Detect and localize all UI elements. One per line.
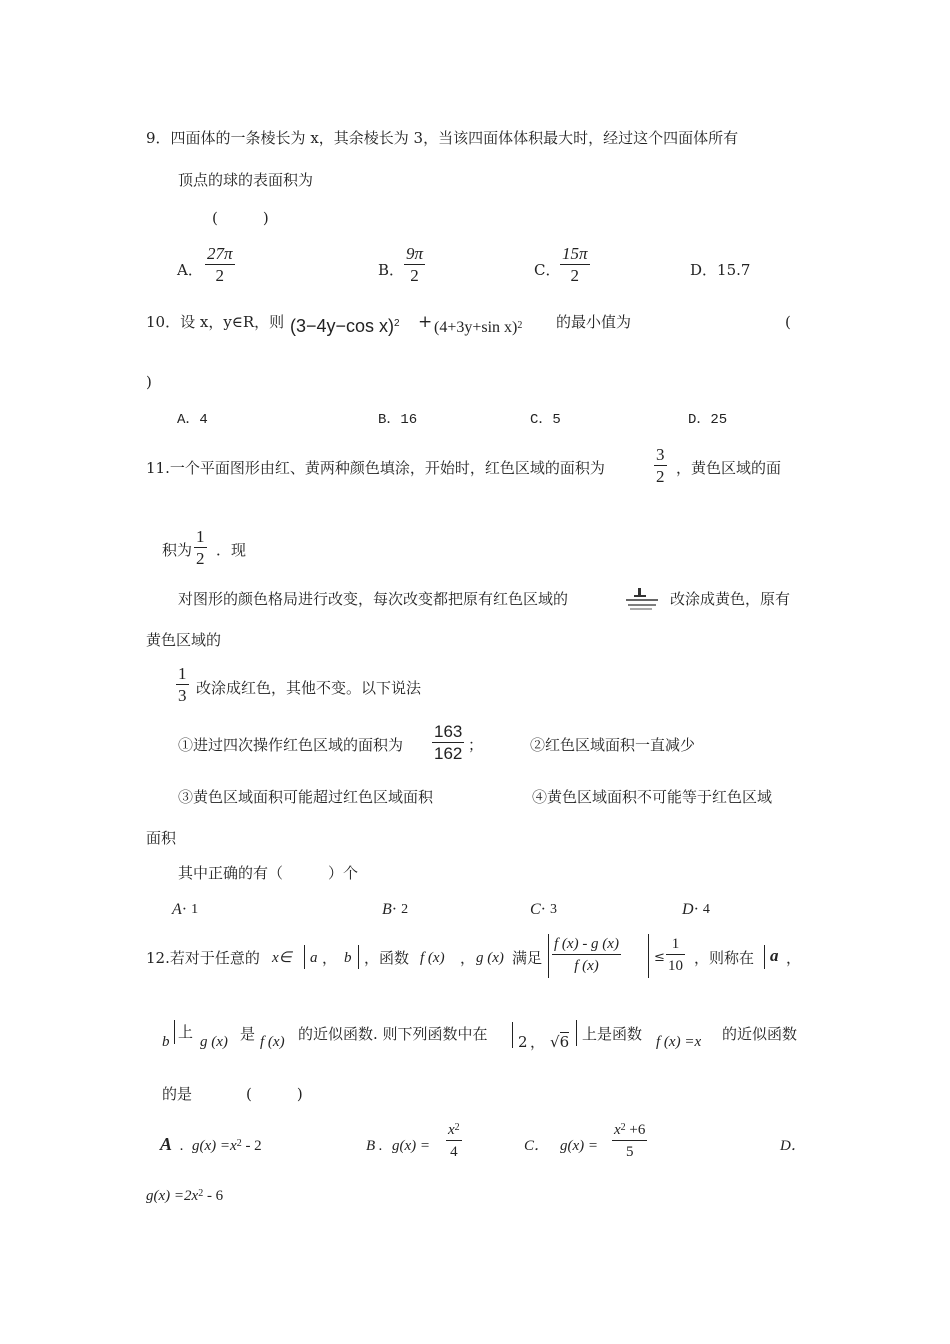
q12-option-b-pre: g(x) = xyxy=(392,1138,431,1154)
q12-option-a-label: A xyxy=(160,1134,173,1154)
q12-interval3-left xyxy=(512,1022,513,1048)
q11-line5: 改涂成红色，其他不变。以下说法 xyxy=(196,679,422,697)
q12-then: ，则称在 xyxy=(694,949,755,967)
q12-interval3-right xyxy=(576,1020,577,1046)
q12-interval3-comma: ， xyxy=(530,1033,546,1051)
q10-plus: + xyxy=(418,312,433,332)
q11-line2a: 积为 xyxy=(162,541,193,559)
q11-question: 其中正确的有（ ）个 xyxy=(178,864,359,882)
q11-option-a: A· 1 xyxy=(172,901,199,918)
q10-option-b: B．16 xyxy=(378,412,418,428)
q9-option-d xyxy=(690,260,750,280)
q9-option-d-label: D． xyxy=(690,261,718,279)
q12-bracket2-left xyxy=(764,945,765,969)
q12-b2: b xyxy=(162,1034,170,1050)
q12-abs-right xyxy=(648,934,649,978)
q12-option-d-label: D． xyxy=(780,1138,806,1154)
q12-option-d: $g(x) =2x^2 - 6$ xyxy=(146,1188,224,1204)
q12-function-word: ，函数 xyxy=(364,949,410,967)
q9-option-b-value: $\frac{9\pi}{2}$ xyxy=(406,244,424,285)
q11-statement-3: ③黄色区域面积可能超过红色区域面积 xyxy=(178,788,434,806)
q11-statement-4-cont: 面积 xyxy=(146,829,177,847)
q11-statement-4: ④黄色区域面积不可能等于红色区域 xyxy=(532,788,773,806)
q10-suffix: 的最小值为 xyxy=(556,313,632,331)
q10-prefix: 10．设 x，y∈R，则 xyxy=(146,313,285,331)
q9-stem-line2: 顶点的球的表面积为 xyxy=(178,171,314,189)
q12-on-func: 上是函数 xyxy=(582,1025,643,1043)
q12-option-a-dot: . xyxy=(180,1138,184,1154)
q9-option-a-label: A． xyxy=(177,261,203,279)
q11-line3a: 对图形的颜色格局进行改变，每次改变都把原有红色区域的 xyxy=(178,590,569,608)
q9-option-c-value: $\frac{15\pi}{2}$ xyxy=(562,244,588,285)
q12-fx: f (x) xyxy=(420,950,445,966)
q11-line2b: ．现 xyxy=(216,541,247,559)
q11-statement-1a: ①进过四次操作红色区域的面积为 xyxy=(178,736,404,754)
q10-option-c: C．5 xyxy=(530,412,561,428)
q12-option-b-fraction: $\frac{x^2}{4}$ xyxy=(446,1120,462,1163)
q11-statement-1b: ； xyxy=(468,736,484,754)
q12-satisfy: 满足 xyxy=(512,949,543,967)
q10-option-a: A．4 xyxy=(177,412,208,428)
q12-fraction-1-10: $\frac{1}{10}$ xyxy=(666,934,685,977)
q9-option-b-label: B． xyxy=(378,261,405,279)
q11-line1b: ，黄色区域的面 xyxy=(676,459,782,477)
q10-paren-close: ) xyxy=(146,373,152,391)
q9-option-c-label: C． xyxy=(534,261,561,279)
q11-option-b: B· 2 xyxy=(382,901,409,918)
q10-paren-open: ( xyxy=(785,313,791,331)
q12-interval-bracket-right xyxy=(358,945,359,969)
q12-is: 是 xyxy=(240,1025,256,1043)
q12-gx: g (x) xyxy=(476,950,504,966)
q12-fx-eq-x: f (x) =x xyxy=(656,1034,702,1050)
q12-interval-comma: ， xyxy=(322,949,338,967)
q9-answer-paren: ( ) xyxy=(212,209,269,227)
q12-on: 上 xyxy=(178,1023,194,1041)
q11-line1a: 11.一个平面图形由红、黄两种颜色填涂，开始时，红色区域的面积为 xyxy=(146,459,605,477)
q12-gx2: g (x) xyxy=(200,1034,228,1050)
q12-answer-paren: ( ) xyxy=(246,1085,303,1103)
q11-option-d: D· 4 xyxy=(682,901,710,918)
q12-interval-bracket-left xyxy=(304,945,305,969)
q11-line4: 黄色区域的 xyxy=(146,631,222,649)
fraction-glyph-icon xyxy=(622,586,662,612)
q12-option-c-pre: g(x) = xyxy=(560,1138,599,1154)
q12-abs-left xyxy=(548,934,549,978)
q11-statement-2: ②红色区域面积一直减少 xyxy=(530,736,696,754)
q12-option-a: $g(x) =x^2 - 2$ xyxy=(192,1138,262,1154)
q10-option-d: D．25 xyxy=(688,412,728,428)
q10-expression-1: (3−4y−cos x)$^2$ xyxy=(290,316,400,336)
q9-option-d-value: 15.7 xyxy=(717,261,751,279)
q11-option-c: C· 3 xyxy=(530,901,557,918)
q12-bracket2-right xyxy=(174,1020,175,1044)
q12-abs-fraction: $\frac{f (x) - g (x)}{f (x)}$ xyxy=(552,934,621,977)
q9-option-a-value: $\frac{27\pi}{2}$ xyxy=(207,244,233,285)
q10-expression-2: (4+3y+sin x)$^2$ xyxy=(434,319,523,336)
q9-stem-line1: 9．四面体的一条棱长为 x，其余棱长为 3，当该四面体体积最大时，经过这个四面体所有 xyxy=(146,129,739,147)
q12-interval-b: b xyxy=(344,950,352,966)
q12-fx2: f (x) xyxy=(260,1034,285,1050)
q12-le: ≤ xyxy=(654,950,665,965)
q11-fraction-1-2: $\frac{1}{2}$ xyxy=(196,527,205,568)
q12-interval3-two: 2 xyxy=(518,1033,528,1051)
q12-comma: ， xyxy=(460,949,476,967)
q12-option-c-fraction: $\frac{x^2 +6}{5}$ xyxy=(612,1120,647,1163)
q12-a2: a xyxy=(770,946,779,965)
q12-line2-text: 的近似函数. 则下列函数中在 xyxy=(298,1025,488,1043)
q11-fraction-163-162: $\frac{163}{162}$ xyxy=(434,722,463,763)
q12-line1-prefix: 12.若对于任意的 xyxy=(146,949,260,967)
q12-interval-a: a xyxy=(310,950,318,966)
q12-sqrt6: √6 xyxy=(550,1033,570,1051)
q12-option-c-label: C． xyxy=(524,1138,550,1154)
q12-comma2: ， xyxy=(786,949,802,967)
q12-option-b-label: B . xyxy=(366,1138,383,1154)
q12-x-in: x∈ xyxy=(272,950,292,966)
q11-fraction-1-3: $\frac{1}{3}$ xyxy=(178,664,187,705)
q11-line3b: 改涂成黄色，原有 xyxy=(670,590,791,608)
q12-line3: 的是 xyxy=(162,1085,193,1103)
q12-line2-end: 的近似函数 xyxy=(722,1025,798,1043)
q11-fraction-3-2: $\frac{3}{2}$ xyxy=(656,445,665,486)
